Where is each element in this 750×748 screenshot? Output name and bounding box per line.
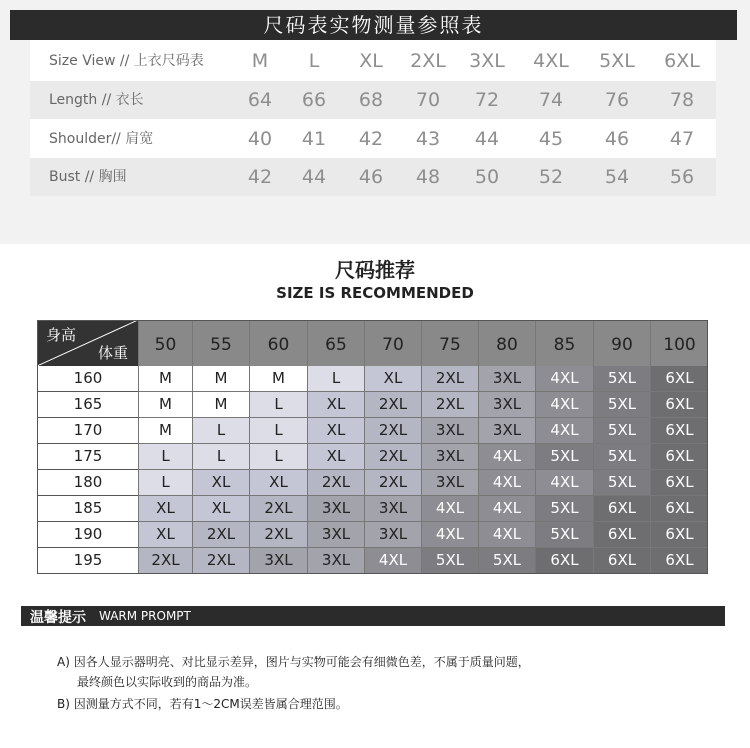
weight-header: 55 xyxy=(192,320,249,366)
size-cell: 5XL xyxy=(535,496,593,522)
height-cell: 185 xyxy=(37,496,138,522)
measure-row-label: Shoulder// 肩宽 xyxy=(49,131,154,147)
note-b: B) 因测量方式不同，若有1～2CM误差皆属合理范围。 xyxy=(57,697,348,711)
measure-cell: 44 xyxy=(474,128,500,150)
measure-cell: 50 xyxy=(474,166,500,188)
measure-cell: 48 xyxy=(415,166,441,188)
height-cell: 170 xyxy=(37,418,138,444)
size-cell: 3XL xyxy=(307,548,364,574)
size-cell: 4XL xyxy=(535,418,593,444)
measure-cell: 42 xyxy=(358,128,384,150)
size-cell: XL xyxy=(192,496,249,522)
size-cell: XL xyxy=(307,444,364,470)
measurement-table xyxy=(30,40,716,196)
size-cell: 2XL xyxy=(421,392,478,418)
size-cell: M xyxy=(138,418,192,444)
measure-cell: 76 xyxy=(604,89,630,111)
size-cell: 2XL xyxy=(364,444,421,470)
weight-header: 65 xyxy=(307,320,364,366)
size-cell: 3XL xyxy=(307,496,364,522)
size-cell: L xyxy=(138,470,192,496)
size-cell: M xyxy=(192,366,249,392)
measure-cell: 40 xyxy=(247,128,273,150)
measure-cell: 41 xyxy=(301,128,327,150)
size-cell: XL xyxy=(138,496,192,522)
measure-cell: 47 xyxy=(669,128,695,150)
measure-cell: 70 xyxy=(415,89,441,111)
height-axis-label: 身高 xyxy=(46,326,77,344)
size-cell: 6XL xyxy=(593,522,650,548)
measurement-header: 尺码表实物测量参照表 xyxy=(10,10,737,40)
size-cell: 5XL xyxy=(593,366,650,392)
size-cell: 3XL xyxy=(421,444,478,470)
size-cell: 4XL xyxy=(535,392,593,418)
height-cell: 190 xyxy=(37,522,138,548)
weight-header: 90 xyxy=(593,320,650,366)
measure-cell: M xyxy=(251,50,269,72)
measure-cell: 68 xyxy=(358,89,384,111)
weight-header: 50 xyxy=(138,320,192,366)
size-cell: L xyxy=(138,444,192,470)
size-cell: XL xyxy=(192,470,249,496)
size-cell: 4XL xyxy=(364,548,421,574)
weight-axis-label: 体重 xyxy=(97,344,128,362)
measure-row xyxy=(30,42,716,80)
size-cell: 3XL xyxy=(421,418,478,444)
size-cell: 2XL xyxy=(364,418,421,444)
warm-prompt-bar xyxy=(21,606,725,626)
size-cell: 5XL xyxy=(535,522,593,548)
measure-cell: 46 xyxy=(604,128,630,150)
measure-cell: 46 xyxy=(358,166,384,188)
size-cell: 2XL xyxy=(249,496,307,522)
measure-cell: 42 xyxy=(247,166,273,188)
size-cell: L xyxy=(307,366,364,392)
size-cell: 5XL xyxy=(535,444,593,470)
size-cell: 6XL xyxy=(650,418,708,444)
measure-cell: 2XL xyxy=(410,50,446,72)
measure-cell: 66 xyxy=(301,89,327,111)
size-cell: 3XL xyxy=(478,392,535,418)
measure-row-label: Length // 衣长 xyxy=(49,92,144,108)
size-cell: M xyxy=(138,392,192,418)
height-cell: 160 xyxy=(37,366,138,392)
size-cell: 6XL xyxy=(593,496,650,522)
size-cell: 3XL xyxy=(249,548,307,574)
measure-cell: 64 xyxy=(247,89,273,111)
height-cell: 180 xyxy=(37,470,138,496)
warm-prompt-title: 温馨提示 xyxy=(30,610,86,626)
size-cell: 5XL xyxy=(593,392,650,418)
size-recommend-table xyxy=(37,320,708,574)
measure-row-label: Bust // 胸围 xyxy=(49,169,127,185)
size-cell: XL xyxy=(307,418,364,444)
note-a-line2: 最终颜色以实际收到的商品为准。 xyxy=(77,675,258,689)
height-cell: 165 xyxy=(37,392,138,418)
size-cell: L xyxy=(249,444,307,470)
measurement-section xyxy=(0,0,750,244)
size-cell: 4XL xyxy=(421,522,478,548)
size-cell: 6XL xyxy=(650,470,708,496)
size-cell: 6XL xyxy=(593,548,650,574)
size-cell: L xyxy=(192,444,249,470)
measure-row xyxy=(30,81,716,119)
size-cell: 4XL xyxy=(421,496,478,522)
size-cell: 2XL xyxy=(138,548,192,574)
weight-header: 60 xyxy=(249,320,307,366)
size-cell: 6XL xyxy=(650,366,708,392)
size-cell: M xyxy=(138,366,192,392)
size-cell: 2XL xyxy=(249,522,307,548)
size-cell: 5XL xyxy=(421,548,478,574)
measure-cell: 52 xyxy=(538,166,564,188)
size-cell: 5XL xyxy=(593,444,650,470)
size-cell: 2XL xyxy=(364,392,421,418)
weight-header: 100 xyxy=(650,320,708,366)
measure-cell: L xyxy=(308,50,320,72)
weight-header: 85 xyxy=(535,320,593,366)
size-cell: 2XL xyxy=(192,522,249,548)
height-cell: 175 xyxy=(37,444,138,470)
measure-cell: 72 xyxy=(474,89,500,111)
measure-cell: 56 xyxy=(669,166,695,188)
size-cell: 4XL xyxy=(478,496,535,522)
size-cell: 2XL xyxy=(192,548,249,574)
size-cell: L xyxy=(249,392,307,418)
warm-prompt-subtitle: WARM PROMPT xyxy=(99,609,191,623)
size-cell: M xyxy=(192,392,249,418)
size-cell: 5XL xyxy=(593,470,650,496)
size-cell: 6XL xyxy=(650,548,708,574)
measure-cell: 78 xyxy=(669,89,695,111)
weight-header: 80 xyxy=(478,320,535,366)
height-cell: 195 xyxy=(37,548,138,574)
size-cell: 3XL xyxy=(364,522,421,548)
size-cell: 3XL xyxy=(478,418,535,444)
size-cell: 2XL xyxy=(421,366,478,392)
size-cell: 6XL xyxy=(650,496,708,522)
size-cell: 4XL xyxy=(535,366,593,392)
measure-cell: 44 xyxy=(301,166,327,188)
measure-cell: 6XL xyxy=(664,50,700,72)
corner-header xyxy=(37,320,138,366)
size-cell: 3XL xyxy=(364,496,421,522)
size-cell: XL xyxy=(307,392,364,418)
size-cell: 5XL xyxy=(478,548,535,574)
weight-header: 75 xyxy=(421,320,478,366)
measure-row xyxy=(30,158,716,196)
size-cell: 4XL xyxy=(478,444,535,470)
measure-cell: 5XL xyxy=(599,50,635,72)
weight-header: 70 xyxy=(364,320,421,366)
size-cell: L xyxy=(192,418,249,444)
size-cell: 4XL xyxy=(478,522,535,548)
size-cell: 3XL xyxy=(307,522,364,548)
size-cell: 5XL xyxy=(593,418,650,444)
size-cell: 3XL xyxy=(478,366,535,392)
size-cell: 3XL xyxy=(421,470,478,496)
measure-cell: 74 xyxy=(538,89,564,111)
size-cell: 4XL xyxy=(478,470,535,496)
measure-cell: 45 xyxy=(538,128,564,150)
measure-cell: XL xyxy=(359,50,383,72)
size-cell: 4XL xyxy=(535,470,593,496)
measure-row-label: Size View // 上衣尺码表 xyxy=(49,53,204,69)
size-cell: 2XL xyxy=(307,470,364,496)
size-cell: 6XL xyxy=(650,522,708,548)
recommend-title: 尺码推荐 xyxy=(335,258,415,282)
size-cell: XL xyxy=(364,366,421,392)
note-a-line1: A) 因各人显示器明亮、对比显示差异，图片与实物可能会有细微色差，不属于质量问题， xyxy=(57,655,530,669)
size-cell: XL xyxy=(249,470,307,496)
size-cell: 2XL xyxy=(364,470,421,496)
measure-cell: 4XL xyxy=(533,50,569,72)
size-cell: L xyxy=(249,418,307,444)
size-cell: XL xyxy=(138,522,192,548)
size-cell: 6XL xyxy=(650,444,708,470)
recommend-subtitle: SIZE IS RECOMMENDED xyxy=(276,284,474,302)
size-cell: 6XL xyxy=(535,548,593,574)
measure-row xyxy=(30,120,716,158)
size-cell: M xyxy=(249,366,307,392)
measure-cell: 43 xyxy=(415,128,441,150)
measure-cell: 3XL xyxy=(469,50,505,72)
measure-cell: 54 xyxy=(604,166,630,188)
size-cell: 6XL xyxy=(650,392,708,418)
